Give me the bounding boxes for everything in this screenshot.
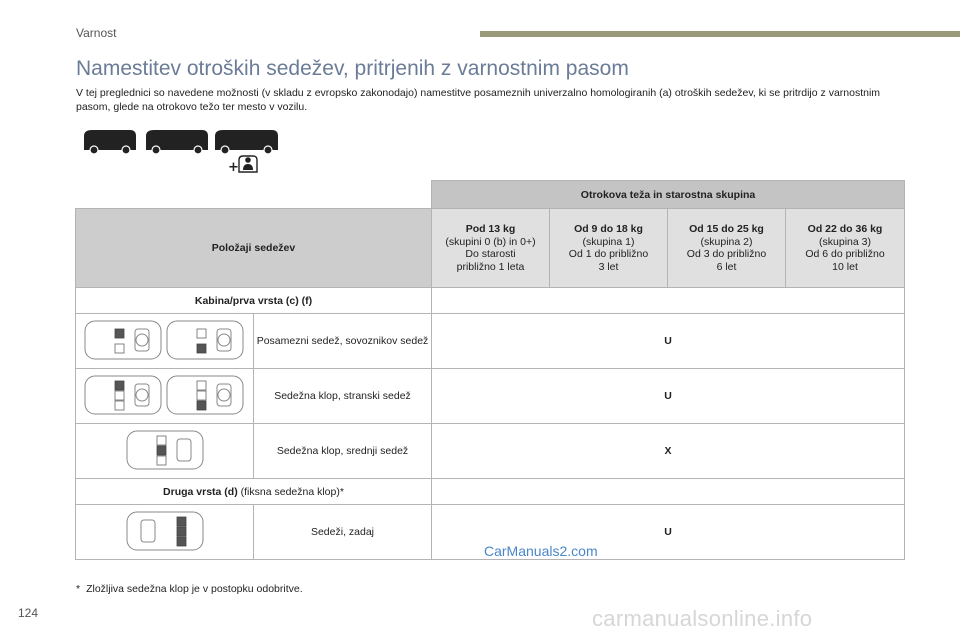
page-title: Namestitev otroških sedežev, pritrjenih z varnostnim pasom	[76, 57, 629, 80]
van-short-icon	[84, 130, 136, 154]
header-bar	[480, 31, 960, 37]
row-value: U	[432, 369, 905, 424]
van-long-icon	[215, 130, 278, 154]
site-watermark: carmanualsonline.info	[592, 606, 813, 631]
svg-text:+: +	[228, 160, 239, 175]
section-front-row: Kabina/prva vrsta (c) (f)	[76, 288, 432, 314]
car-seat-diagram-icon	[81, 317, 249, 363]
seat-diagram-passenger	[76, 314, 254, 369]
vehicle-versions-icon	[82, 124, 292, 180]
row-label: Posamezni sedež, sovoznikov sedež	[254, 314, 432, 369]
seat-diagram-bench-middle	[76, 424, 254, 479]
seat-diagram-bench-side	[76, 369, 254, 424]
car-seat-diagram-icon	[81, 508, 249, 554]
positions-header: Položaji sedežev	[76, 209, 432, 288]
seat-compatibility-table	[75, 180, 905, 560]
plus-person-icon	[228, 156, 257, 175]
column-header-9-18kg: Od 9 do 18 kg (skupina 1) Od 1 do približno 3 let	[550, 209, 668, 288]
seat-diagram-rear	[76, 505, 254, 560]
row-value: U	[432, 314, 905, 369]
intro-text: V tej preglednici so navedene možnosti (v skladu z evropsko zakonodajo) namestitve posameznih univerzalno homologiranih (a) otroških sedežev, ki se pritrdijo z varnostnim pasom, glede na otrokovo težo ter mesto v vozilu.	[76, 87, 881, 113]
row-label: Sedežna klop, srednji sedež	[254, 424, 432, 479]
section-label: Varnost	[76, 26, 117, 40]
van-medium-icon	[146, 130, 208, 154]
row-label: Sedežna klop, stranski sedež	[254, 369, 432, 424]
section-second-row: Druga vrsta (d) (fiksna sedežna klop)*	[76, 479, 432, 505]
column-header-22-36kg: Od 22 do 36 kg (skupina 3) Od 6 do približno 10 let	[786, 209, 905, 288]
carmanuals-watermark: CarManuals2.com	[484, 543, 598, 559]
row-value: U	[432, 505, 905, 560]
car-seat-diagram-icon	[81, 372, 249, 418]
weight-group-header: Otrokova teža in starostna skupina	[432, 181, 905, 209]
column-header-under-13kg: Pod 13 kg (skupini 0 (b) in 0+) Do starosti približno 1 leta	[432, 209, 550, 288]
page-number: 124	[18, 606, 39, 620]
car-seat-diagram-icon	[81, 427, 249, 473]
footnote: * Zložljiva sedežna klop je v postopku odobritve.	[76, 583, 303, 595]
row-value: X	[432, 424, 905, 479]
row-label: Sedeži, zadaj	[254, 505, 432, 560]
column-header-15-25kg: Od 15 do 25 kg (skupina 2) Od 3 do približno 6 let	[668, 209, 786, 288]
